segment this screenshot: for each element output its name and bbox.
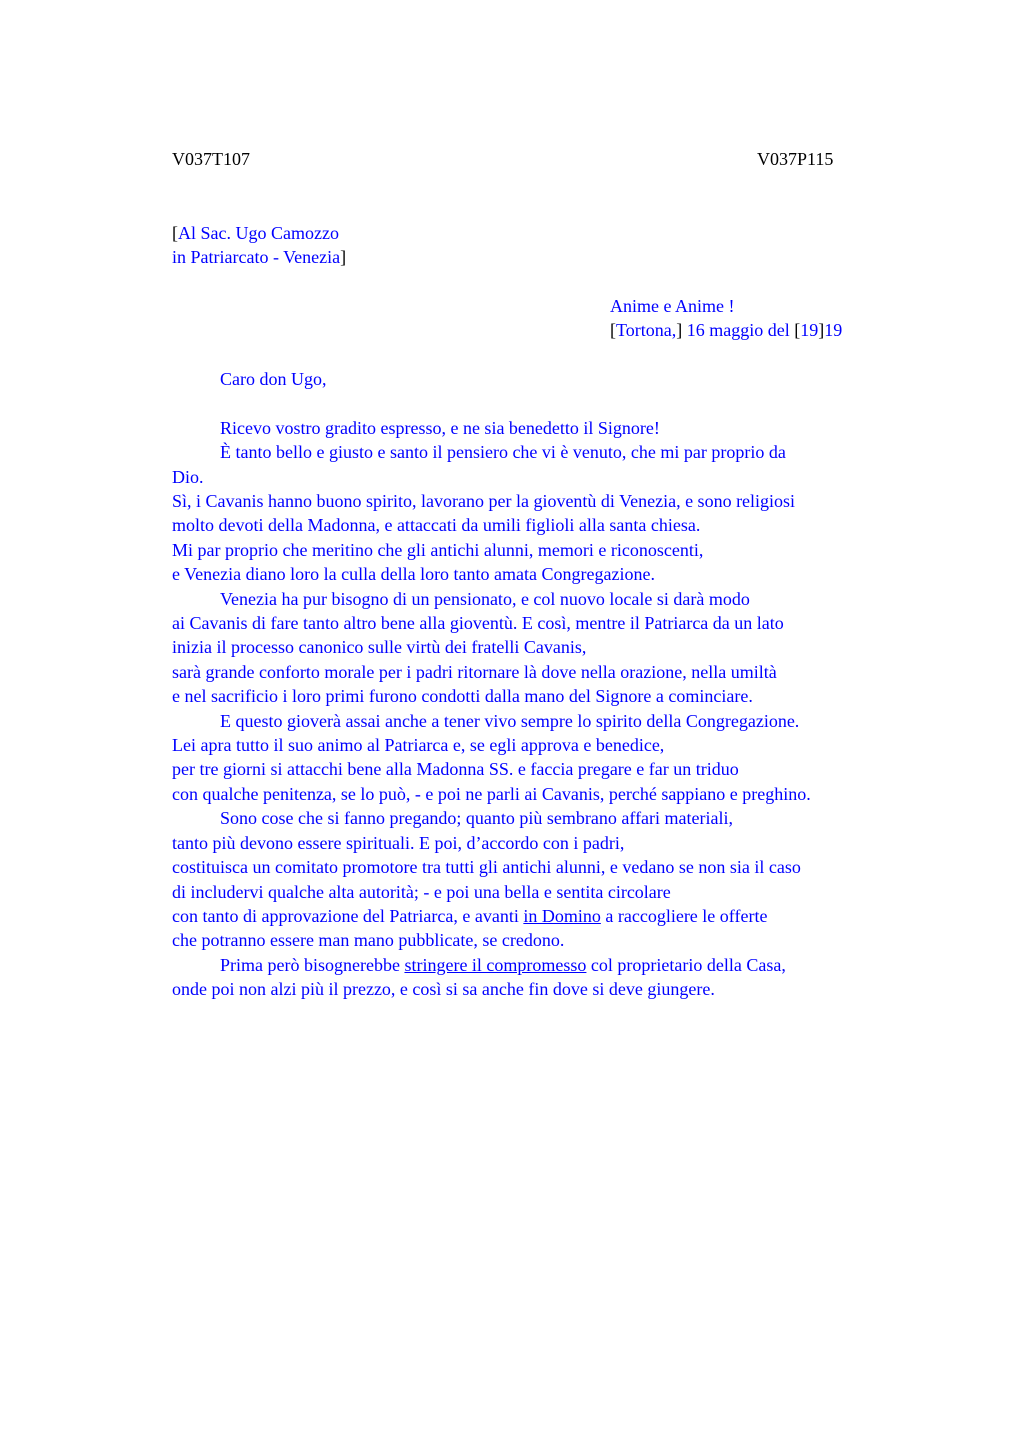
- letter-line: e Venezia diano loro la culla della loro tanto amata Congregazione.: [172, 564, 655, 585]
- letter-line: e nel sacrificio i loro primi furono condotti dalla mano del Signore a cominciare.: [172, 686, 753, 707]
- letter-line: molto devoti della Madonna, e attaccati da umili figlioli alla santa chiesa.: [172, 515, 701, 536]
- letter-line: È tanto bello e giusto e santo il pensiero che vi è venuto, che mi par proprio da: [220, 442, 786, 463]
- letter-line: sarà grande conforto morale per i padri ritornare là dove nella orazione, nella umiltà: [172, 661, 777, 682]
- address-line-2: in Patriarcato - Venezia]: [172, 247, 347, 268]
- letter-line: Lei apra tutto il suo animo al Patriarca e, se egli approva e benedice,: [172, 735, 665, 756]
- letter-line: Dio.: [172, 466, 204, 487]
- letter-line: Sono cose che si fanno pregando; quanto più sembrano affari materiali,: [220, 808, 734, 829]
- letter-body: [172, 367, 912, 1002]
- letter-line: Sì, i Cavanis hanno buono spirito, lavorano per la gioventù di Venezia, e sono religiosi: [172, 491, 796, 512]
- letter-line: ai Cavanis di fare tanto altro bene alla gioventù. E così, mentre il Patriarca da un lato: [172, 613, 784, 634]
- letter-line: per tre giorni si attacchi bene alla Madonna SS. e faccia pregare e far un triduo: [172, 759, 739, 780]
- recipient-address: [172, 221, 346, 270]
- letter-line: tanto più devono essere spirituali. E poi, d’accordo con i padri,: [172, 832, 625, 853]
- letter-line: costituisca un comitato promotore tra tutti gli antichi alunni, e vedano se non sia il caso: [172, 857, 801, 878]
- date-line: [Tortona,] 16 maggio del [19]19: [610, 320, 843, 341]
- underlined-phrase: in Domino: [523, 905, 601, 926]
- letter-line: onde poi non alzi più il prezzo, e così si sa anche fin dove si deve giungere.: [172, 979, 715, 1000]
- dateline: [610, 294, 842, 343]
- salutation: Caro don Ugo,: [220, 369, 327, 389]
- underlined-phrase: stringere il compromesso: [404, 954, 587, 975]
- bracket: [: [172, 223, 178, 243]
- motto: Anime e Anime !: [610, 296, 735, 316]
- place: Tortona,: [616, 320, 677, 341]
- letter-line: Prima però bisognerebbe stringere il compromesso col proprietario della Casa,: [220, 954, 786, 975]
- address-line-1: [Al Sac. Ugo Camozzo: [172, 223, 339, 243]
- letter-line: con tanto di approvazione del Patriarca, e avanti in Domino a raccogliere le offerte: [172, 905, 768, 926]
- letter-line: di includervi qualche alta autorità; - e poi una bella e sentita circolare: [172, 881, 671, 902]
- letter-line: Venezia ha pur bisogno di un pensionato, e col nuovo locale si darà modo: [220, 588, 750, 609]
- document-ref-left: V037T107: [172, 149, 250, 169]
- letter-line: che potranno essere man mano pubblicate, se credono.: [172, 930, 565, 951]
- document-ref-right: V037P115: [757, 149, 834, 169]
- bracket: ]: [340, 247, 347, 268]
- letter-line: Mi par proprio che meritino che gli antichi alunni, memori e riconoscenti,: [172, 539, 704, 560]
- letter-line: con qualche penitenza, se lo può, - e poi ne parli ai Cavanis, perché sappiano e preghino.: [172, 783, 811, 804]
- letter-line: Ricevo vostro gradito espresso, e ne sia benedetto il Signore!: [220, 417, 660, 438]
- letter-line: inizia il processo canonico sulle virtù dei fratelli Cavanis,: [172, 637, 587, 658]
- letter-line: E questo gioverà assai anche a tener vivo sempre lo spirito della Congregazione.: [220, 710, 800, 731]
